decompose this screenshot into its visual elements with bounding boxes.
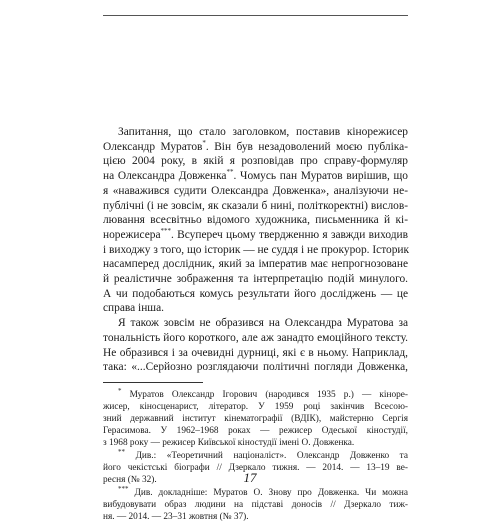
text-line: цією 2004 року, в якій я розповідав про справу-формуляр [103, 155, 408, 168]
footnote-1 [103, 386, 408, 449]
footnote-line: Герасимова. У 1962–1968 роках — режисер Одеської кіностудії, [103, 425, 408, 436]
text-line: публічні (і не зовсім, як сказали б нині, політкоректні) вислов- [103, 199, 408, 212]
footnote-line: зний державний інститут кінематографії (ВДІК), майстерню Сергія [103, 413, 408, 424]
footnote-line: жисер, кіносценарист, літератор. У 1959 році закінчив Всесою- [103, 401, 408, 412]
footnote-line: * Муратов Олександр Ігорович (народився 1935 р.) — кінорe- [118, 386, 408, 400]
header-rule [103, 15, 408, 16]
text-line: норежисера***. Всупереч цьому твердженню я завжди виходив [103, 227, 408, 241]
footnote-separator [103, 382, 203, 383]
text-line: я «наважився судити Олександра Довженка», аналізуючи не- [103, 184, 408, 197]
text-line: тональність його короткого, але аж занадто емоційного тексту. [103, 331, 408, 344]
footnote-marker: ** [226, 168, 234, 177]
text-line: Олександр Муратов*. Він був незадоволений моєю публіка- [103, 138, 408, 153]
text-line: Запитання, що стало заголовком, поставив кінорежисер [118, 126, 408, 138]
text-line: і виходжу з того, що історик — не суддя і не прокурор. Історик [103, 243, 410, 256]
footnote-line: його чекістські біографи // Дзеркало тижня. — 2014. — 13–19 ве- [103, 462, 408, 473]
footnote-line: ресня (№ 32). [103, 474, 157, 485]
text-line: Я також зовсім не образився на Олександра Муратова за [118, 317, 408, 330]
text-line: А чи подобаються комусь результати його досліджень — це [103, 287, 408, 300]
footnote-line: ня. — 2014. — 23–31 жовтня (№ 37). [103, 511, 249, 522]
text-line: Не образився і за очевидні дурниці, які є в ньому. Наприклад, [103, 346, 408, 359]
text-line: лювання всесвітньо відомого художника, письменника й кі- [103, 214, 408, 227]
footnote-marker: * [118, 386, 122, 395]
text-line: насамперед дослідник, який за імператив має непрогнозоване [103, 258, 408, 271]
footnote-line: ** Див.: «Теоретичний націоналіст». Олександр Довженко та [118, 447, 408, 461]
footnote-line: *** Див. докладніше: Муратов О. Знову про Довженка. Чи можна [118, 484, 408, 498]
footnote-line: вибудовувати образ людини на підставі доносів // Дзеркало тиж- [103, 499, 408, 510]
paragraph-2 [103, 316, 408, 375]
text-line: справа інша. [103, 302, 164, 315]
footnote-marker: ** [118, 447, 125, 456]
footnote-marker: *** [118, 484, 129, 493]
text-line: на Олександра Довженка**. Чомусь пан Муратов вирішив, що [103, 168, 408, 183]
footnote-marker: *** [160, 227, 172, 236]
footnote-marker: * [202, 138, 206, 147]
paragraph-1 [103, 125, 408, 316]
footnote-line: з 1968 року — режисер Київської кіностудії імені О. Довженка. [103, 437, 355, 448]
text-line: й реалістичне зображення та інтерпретацію подій минулого. [103, 273, 408, 286]
page-body [103, 125, 408, 524]
footnote-3 [103, 484, 408, 523]
page-number: 17 [243, 470, 257, 485]
text-line: така: «...Серйозно розглядаючи політичні погляди Довженка, [103, 361, 408, 374]
